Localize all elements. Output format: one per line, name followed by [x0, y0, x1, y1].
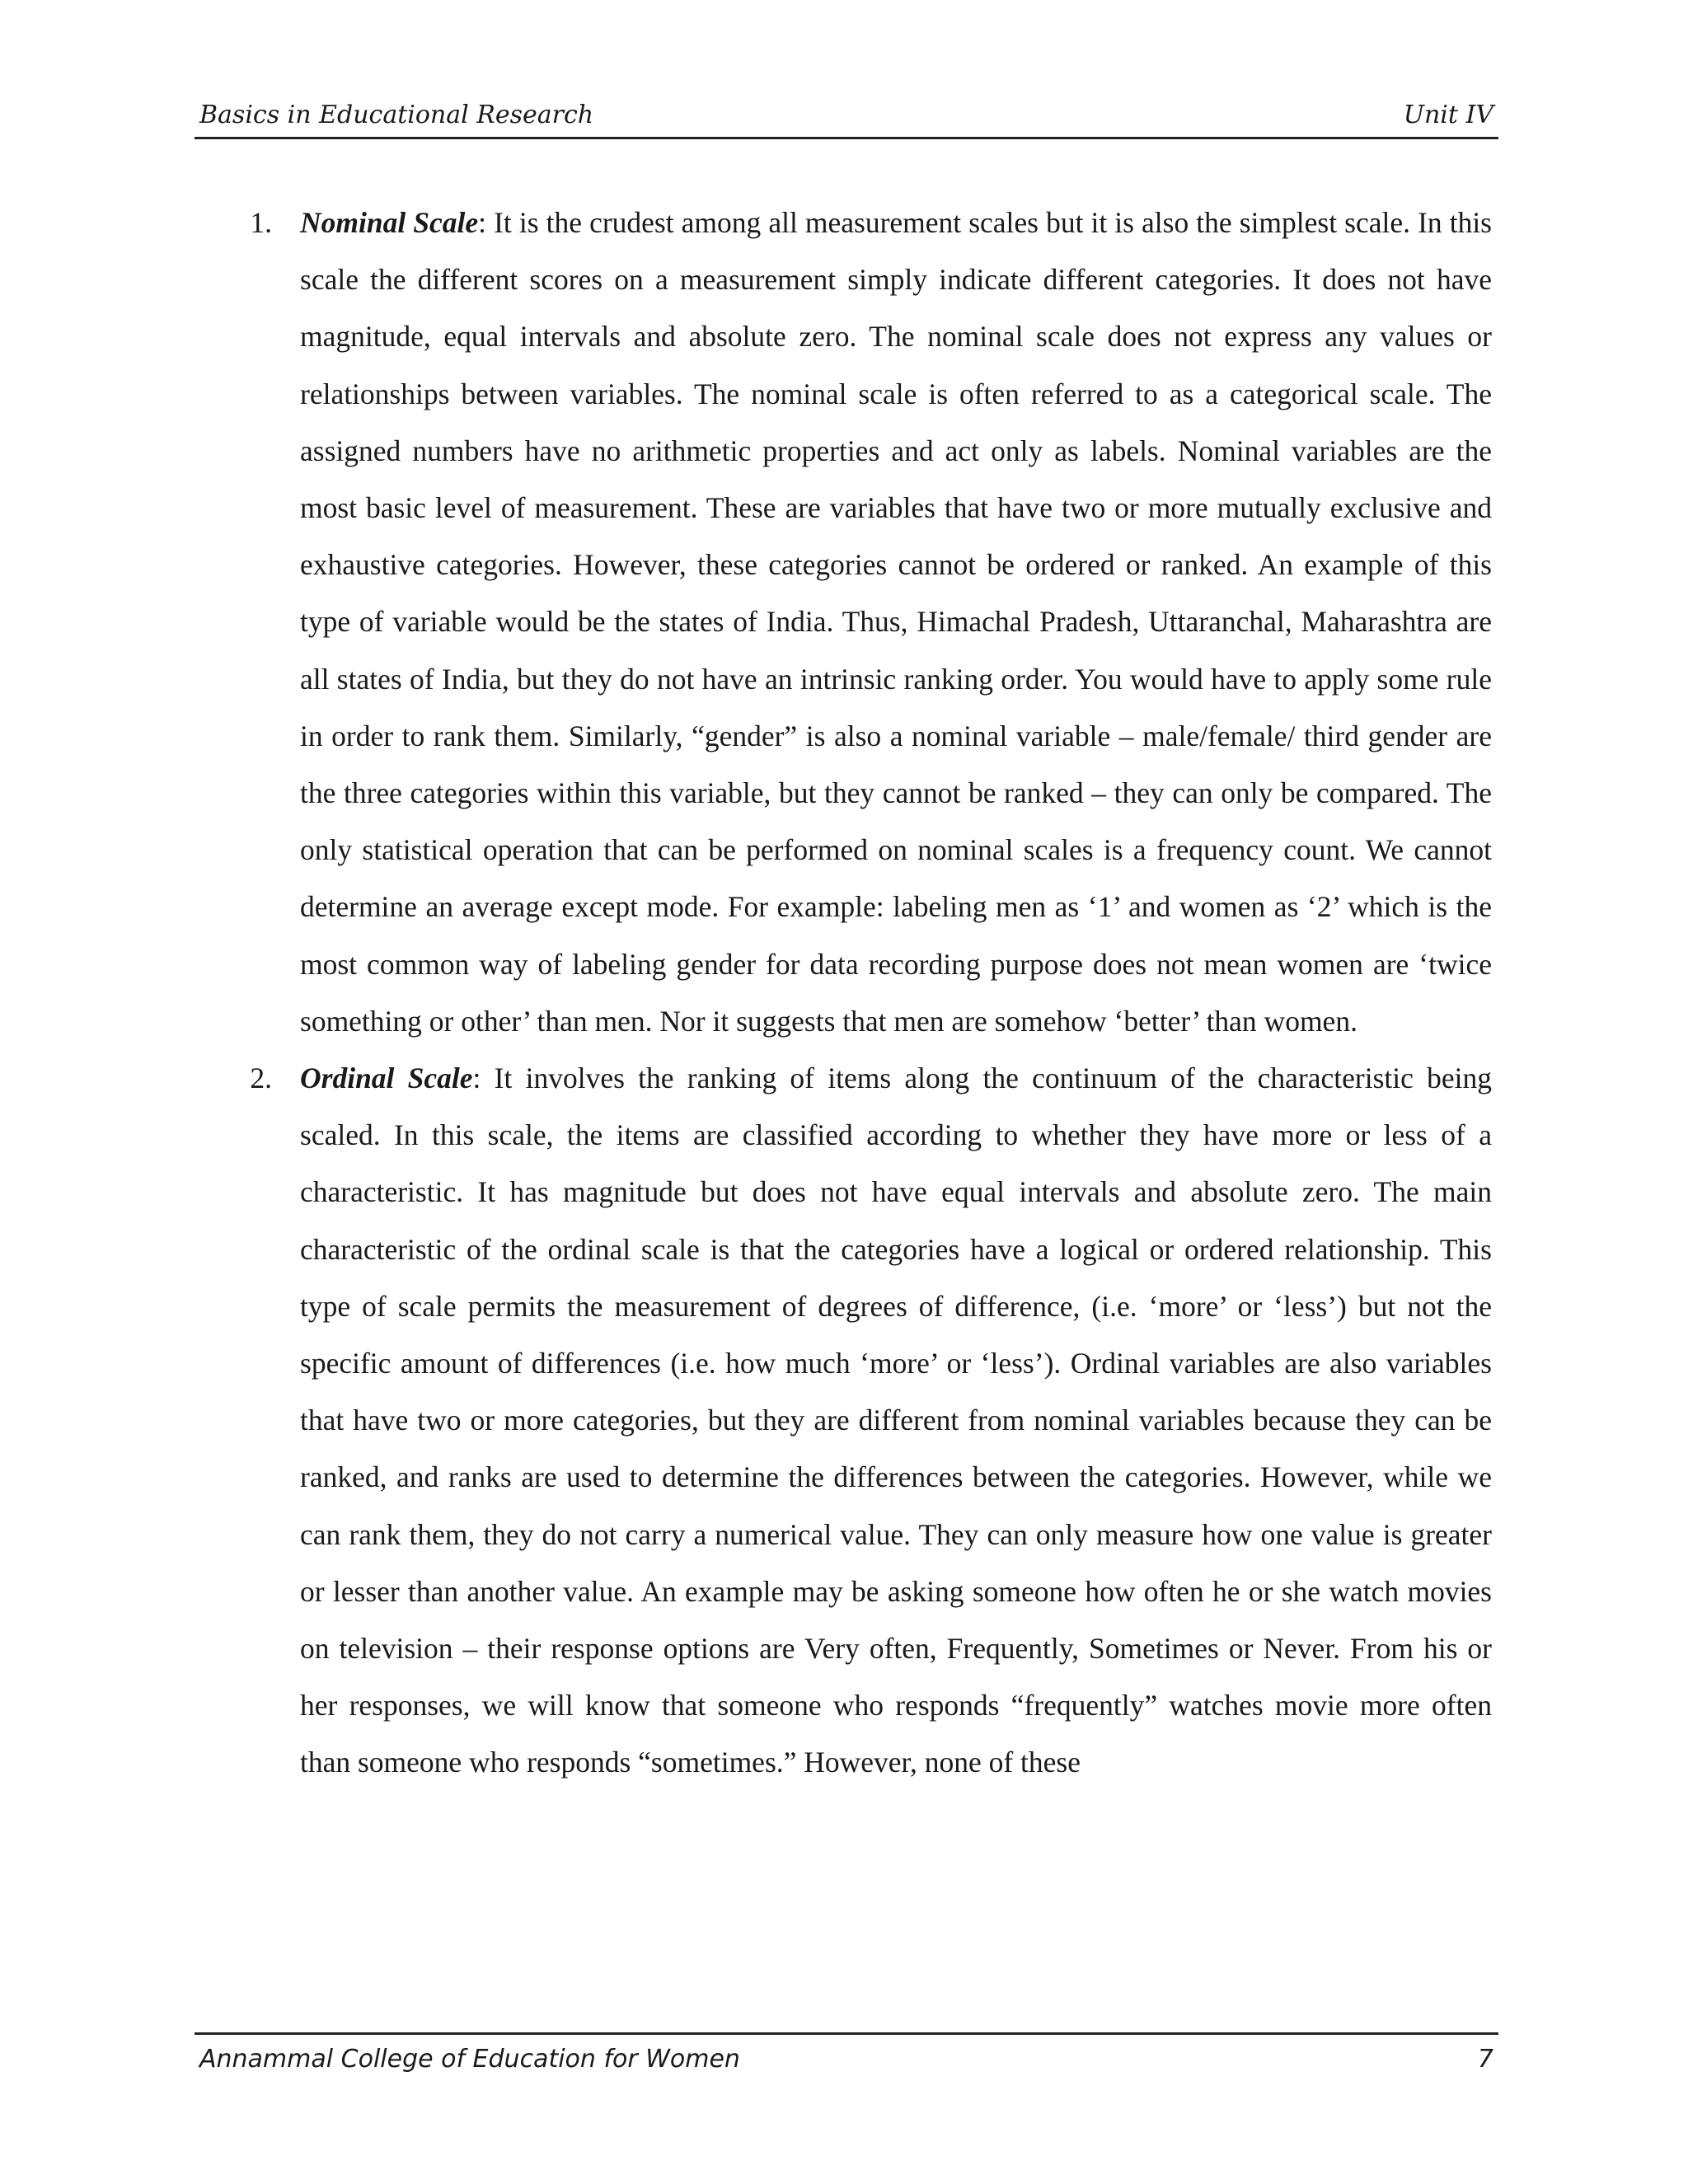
- paragraph-text: : It is the crudest among all measurement scales but it is also the simplest scale. In this scale the different scores on a measurement simply indicate different categories. It does not have magnitude, equal intervals and absolute zero. The nominal scale does not express any values or relationships between variables. The nominal scale is often referred to as a categorical scale. The assigned numbers have no arithmetic properties and act only as labels. Nominal variables are the most basic level of measurement. These are variables that have two or more mutually exclusive and exhaustive categories. However, these categories cannot be ordered or ranked. An example of this type of variable would be the states of India. Thus, Himachal Pradesh, Uttaranchal, Maharashtra are all states of India, but they do not have an intrinsic ranking order. You would have to apply some rule in order to rank them. Similarly, “gender” is also a nominal variable – male/female/ third gender are the three categories within this variable, but they cannot be ranked – they can only be compared. The only statistical operation that can be performed on nominal scales is a frequency count. We cannot determine an average except mode. For example: labeling men as ‘1’ and women as ‘2’ which is the most common way of labeling gender for data recording purpose does not mean women are ‘twice something or other’ than men. Nor it suggests that men are somehow ‘better’ than women.: [300, 206, 1492, 1038]
- page-header: [195, 96, 1498, 139]
- header-book-title: Basics in Educational Research: [199, 101, 594, 129]
- paragraph-text: : It involves the ranking of items along the continuum of the characteristic being scaled. In this scale, the items are classified according to whether they have more or less of a characteristic. It has magnitude but does not have equal intervals and absolute zero. The main characteristic of the ordinal scale is that the categories have a logical or ordered relationship. This type of scale permits the measurement of degrees of difference, (i.e. ‘more’ or ‘less’) but not the specific amount of differences (i.e. how much ‘more’ or ‘less’). Ordinal variables are also variables that have two or more categories, but they are different from nominal variables because they can be ranked, and ranks are used to determine the differences between the categories. However, while we can rank them, they do not carry a numerical value. They can only measure how one value is greater or lesser than another value. An example may be asking someone how often he or she watch movies on television – their response options are Very often, Frequently, Sometimes or Never. From his or her responses, we will know that someone who responds “frequently” watches movie more often than someone who responds “sometimes.” However, none of these: [300, 1062, 1492, 1779]
- term-heading: Ordinal Scale: [300, 1062, 473, 1095]
- footer-college-name: Annammal College of Education for Women: [199, 2045, 740, 2074]
- header-unit: Unit IV: [1403, 101, 1493, 129]
- scales-list: [231, 194, 1492, 1792]
- term-heading: Nominal Scale: [300, 206, 479, 239]
- page-number: 7: [1477, 2045, 1493, 2074]
- list-number: 1.: [250, 206, 272, 239]
- page-footer: [195, 2032, 1498, 2084]
- page-body: [231, 194, 1492, 1792]
- list-item-nominal-scale: [250, 194, 1492, 1050]
- list-number: 2.: [250, 1062, 272, 1095]
- list-item-ordinal-scale: [250, 1050, 1492, 1792]
